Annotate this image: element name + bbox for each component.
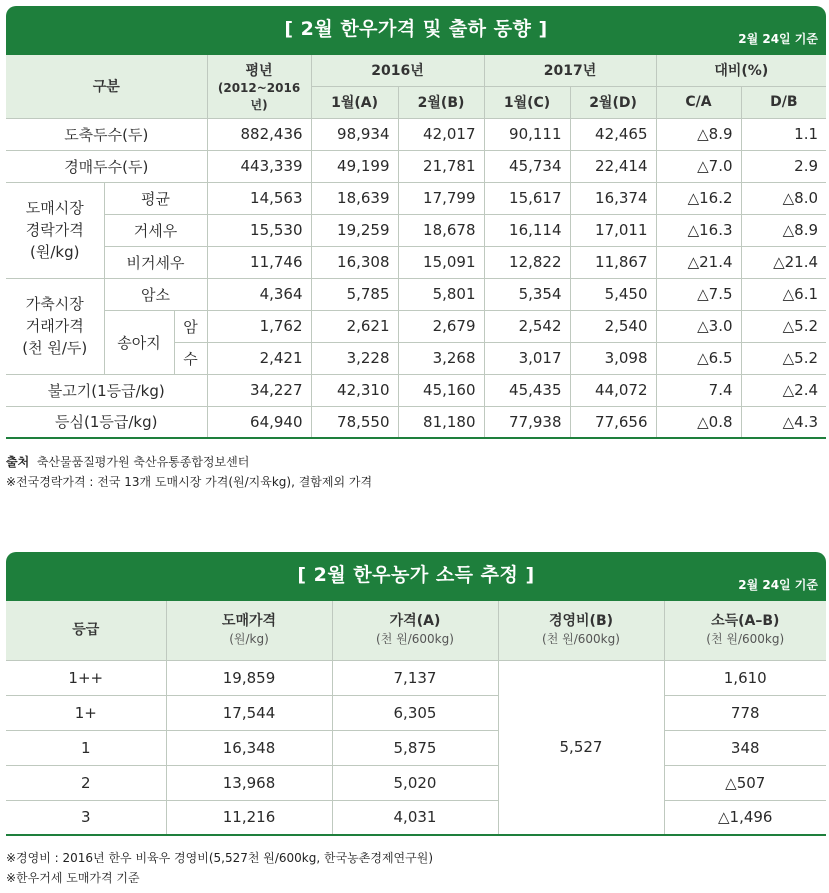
table-row xyxy=(6,765,826,800)
table-row xyxy=(6,374,826,406)
income-cell: 1,610 xyxy=(664,660,826,695)
cell: 49,199 xyxy=(311,150,398,182)
cell: 98,934 xyxy=(311,118,398,150)
header-average-label: 평년 xyxy=(245,62,273,79)
row-label: 암 xyxy=(174,310,207,342)
cell: △7.0 xyxy=(656,150,741,182)
cell: 2,540 xyxy=(570,310,656,342)
group-label-wholesale: 도매시장 경락가격 (원/kg) xyxy=(6,182,104,278)
table-row xyxy=(6,406,826,438)
cell: 81,180 xyxy=(398,406,484,438)
header-wholesale-label: 도매가격 xyxy=(221,613,277,630)
cell: 11,746 xyxy=(207,246,311,278)
cell: △21.4 xyxy=(656,246,741,278)
basis-note: ※한우거세 도매가격 기준 xyxy=(6,871,140,885)
wholesale-cell: 16,348 xyxy=(166,730,332,765)
income-cell: 348 xyxy=(664,730,826,765)
income-section xyxy=(6,552,826,836)
header-wholesale xyxy=(166,600,332,660)
header-jan-a: 1월(A) xyxy=(311,86,398,118)
source-label: 출처 xyxy=(6,455,30,469)
cell: 16,308 xyxy=(311,246,398,278)
income-date: 2월 24일 기준 xyxy=(738,578,818,592)
header-db: D/B xyxy=(741,86,826,118)
cell: 3,017 xyxy=(484,342,570,374)
cell: 18,678 xyxy=(398,214,484,246)
cell: 12,822 xyxy=(484,246,570,278)
header-wholesale-unit: (원/kg) xyxy=(229,632,269,647)
header-income xyxy=(664,600,826,660)
cell: 18,639 xyxy=(311,182,398,214)
header-income-label: 소득(A–B) xyxy=(711,613,780,630)
cell: 4,364 xyxy=(207,278,311,310)
cell: 5,785 xyxy=(311,278,398,310)
table-row xyxy=(6,310,826,342)
cell: △3.0 xyxy=(656,310,741,342)
header-price-label: 가격(A) xyxy=(389,613,441,630)
cell: △8.9 xyxy=(741,214,826,246)
source-text: 축산물품질평가원 축산유통종합정보센터 xyxy=(36,455,250,469)
wholesale-cell: 17,544 xyxy=(166,695,332,730)
header-jan-c: 1월(C) xyxy=(484,86,570,118)
header-2016: 2016년 xyxy=(311,54,484,86)
cell: 1.1 xyxy=(741,118,826,150)
price-trend-notes xyxy=(6,452,372,492)
table-row xyxy=(6,182,826,214)
cell: 14,563 xyxy=(207,182,311,214)
cell: △6.1 xyxy=(741,278,826,310)
cell: 2,621 xyxy=(311,310,398,342)
wholesale-cell: 11,216 xyxy=(166,800,332,835)
table-row xyxy=(6,118,826,150)
cell: △2.4 xyxy=(741,374,826,406)
income-notes xyxy=(6,848,433,888)
group-label-calf: 송아지 xyxy=(104,310,174,374)
cell: 5,450 xyxy=(570,278,656,310)
price-cell: 7,137 xyxy=(332,660,498,695)
cell: 34,227 xyxy=(207,374,311,406)
header-category: 구분 xyxy=(6,54,207,118)
row-label: 경매두수(두) xyxy=(6,150,207,182)
cell: △16.2 xyxy=(656,182,741,214)
price-cell: 5,020 xyxy=(332,765,498,800)
cell: 17,011 xyxy=(570,214,656,246)
table-row xyxy=(6,278,826,310)
cell: △21.4 xyxy=(741,246,826,278)
cost-cell: 5,527 xyxy=(498,660,664,835)
cell: △0.8 xyxy=(656,406,741,438)
cell: 77,656 xyxy=(570,406,656,438)
cell: △6.5 xyxy=(656,342,741,374)
cell: 90,111 xyxy=(484,118,570,150)
price-cell: 5,875 xyxy=(332,730,498,765)
table-row xyxy=(6,695,826,730)
cell: 15,617 xyxy=(484,182,570,214)
cell: 22,414 xyxy=(570,150,656,182)
price-trend-date: 2월 24일 기준 xyxy=(738,32,818,46)
cell: 42,465 xyxy=(570,118,656,150)
row-label: 등심(1등급/kg) xyxy=(6,406,207,438)
wholesale-cell: 19,859 xyxy=(166,660,332,695)
cell: 1,762 xyxy=(207,310,311,342)
cell: △7.5 xyxy=(656,278,741,310)
cell: 77,938 xyxy=(484,406,570,438)
header-average-range: (2012~2016년) xyxy=(217,80,301,112)
cell: 19,259 xyxy=(311,214,398,246)
price-trend-table xyxy=(6,53,826,439)
cell: △8.0 xyxy=(741,182,826,214)
price-cell: 6,305 xyxy=(332,695,498,730)
header-income-unit: (천 원/600kg) xyxy=(706,632,785,647)
income-cell: △1,496 xyxy=(664,800,826,835)
row-label: 암소 xyxy=(104,278,207,310)
row-label: 불고기(1등급/kg) xyxy=(6,374,207,406)
cell: 45,734 xyxy=(484,150,570,182)
header-2017: 2017년 xyxy=(484,54,656,86)
cell: △16.3 xyxy=(656,214,741,246)
table-row xyxy=(6,730,826,765)
header-price xyxy=(332,600,498,660)
cell: 45,160 xyxy=(398,374,484,406)
cell: 21,781 xyxy=(398,150,484,182)
income-table xyxy=(6,599,826,836)
auction-price-note: ※전국경락가격 : 전국 13개 도매시장 가격(원/지육kg), 결함제외 가격 xyxy=(6,475,373,489)
cell: 16,374 xyxy=(570,182,656,214)
cell: 16,114 xyxy=(484,214,570,246)
wholesale-cell: 13,968 xyxy=(166,765,332,800)
grade-cell: 1+ xyxy=(6,695,166,730)
header-feb-b: 2월(B) xyxy=(398,86,484,118)
cell: 15,530 xyxy=(207,214,311,246)
income-title-bar xyxy=(6,552,826,599)
cell: 882,436 xyxy=(207,118,311,150)
header-feb-d: 2월(D) xyxy=(570,86,656,118)
group-label-livestock: 가축시장 거래가격 (천 원/두) xyxy=(6,278,104,374)
cell: 2.9 xyxy=(741,150,826,182)
cell: 44,072 xyxy=(570,374,656,406)
table-row xyxy=(6,214,826,246)
header-cost-unit: (천 원/600kg) xyxy=(542,632,620,647)
cell: 2,542 xyxy=(484,310,570,342)
price-trend-section xyxy=(6,6,826,439)
cell: 42,310 xyxy=(311,374,398,406)
header-ratio: 대비(%) xyxy=(656,54,826,86)
price-trend-title: [ 2월 한우가격 및 출하 동향 ] xyxy=(284,18,548,40)
table-row xyxy=(6,800,826,835)
row-label: 수 xyxy=(174,342,207,374)
cell: 42,017 xyxy=(398,118,484,150)
grade-cell: 1++ xyxy=(6,660,166,695)
cell: 2,679 xyxy=(398,310,484,342)
header-price-unit: (천 원/600kg) xyxy=(376,632,454,647)
cell: △8.9 xyxy=(656,118,741,150)
row-label: 거세우 xyxy=(104,214,207,246)
row-label: 평균 xyxy=(104,182,207,214)
cell: 17,799 xyxy=(398,182,484,214)
price-cell: 4,031 xyxy=(332,800,498,835)
row-label: 도축두수(두) xyxy=(6,118,207,150)
grade-cell: 1 xyxy=(6,730,166,765)
cell: 64,940 xyxy=(207,406,311,438)
cell: △5.2 xyxy=(741,342,826,374)
income-title: [ 2월 한우농가 소득 추정 ] xyxy=(297,564,535,586)
header-ca: C/A xyxy=(656,86,741,118)
row-label: 비거세우 xyxy=(104,246,207,278)
cell: 2,421 xyxy=(207,342,311,374)
cell: △5.2 xyxy=(741,310,826,342)
source-note xyxy=(6,452,372,472)
cell: 5,354 xyxy=(484,278,570,310)
cell: 5,801 xyxy=(398,278,484,310)
cell: 78,550 xyxy=(311,406,398,438)
price-trend-title-bar xyxy=(6,6,826,53)
header-grade: 등급 xyxy=(6,600,166,660)
table-row xyxy=(6,660,826,695)
grade-cell: 3 xyxy=(6,800,166,835)
table-row xyxy=(6,246,826,278)
income-cell: △507 xyxy=(664,765,826,800)
cell: 45,435 xyxy=(484,374,570,406)
cell: 443,339 xyxy=(207,150,311,182)
cell: 3,268 xyxy=(398,342,484,374)
grade-cell: 2 xyxy=(6,765,166,800)
cell: 3,098 xyxy=(570,342,656,374)
cell: 3,228 xyxy=(311,342,398,374)
cell: 7.4 xyxy=(656,374,741,406)
header-cost xyxy=(498,600,664,660)
header-cost-label: 경영비(B) xyxy=(548,613,614,630)
table-row xyxy=(6,150,826,182)
cost-note: ※경영비 : 2016년 한우 비육우 경영비(5,527천 원/600kg, 한국농촌경제연구원) xyxy=(6,851,434,865)
cell: 15,091 xyxy=(398,246,484,278)
cell: △4.3 xyxy=(741,406,826,438)
income-cell: 778 xyxy=(664,695,826,730)
header-average xyxy=(207,54,311,118)
cell: 11,867 xyxy=(570,246,656,278)
